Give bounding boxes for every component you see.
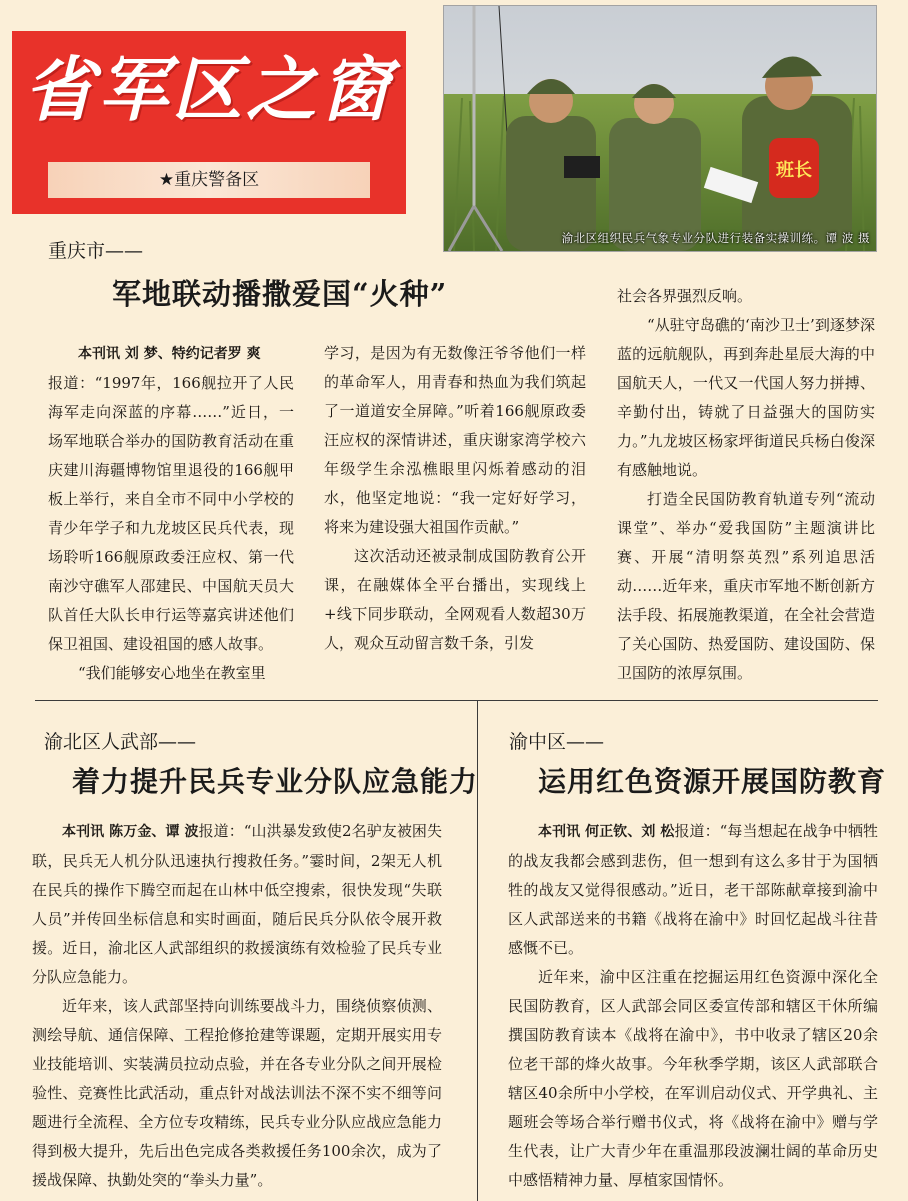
story2-headline: 着力提升民兵专业分队应急能力	[72, 765, 479, 798]
story3-paragraph-2: 近年来，渝中区注重在挖掘运用红色资源中深化全民国防教育，区人武部会同区委宣传部和辖区干休所编撰国防教育读本《战将在渝中》，书中收录了辖区20余位老干部的烽火故事。今年秋季学期，该区人武部联合辖区40余所中小学校，在军训启动仪式、开学典礼、主题班会等场合举行赠书仪式，将《战将在渝中》赠与学生代表，让广大青少年在重温那段波澜壮阔的革命历史中感悟精神力量、厚植家国情怀。	[508, 968, 878, 1189]
story1-col3-paragraph-2: “从驻守岛礁的‘南沙卫士’到逐梦深蓝的远航舰队，再到奔赴星辰大海的中国航天人，一代又一代国人努力拼搏、辛勤付出，铸就了日益强大的国防实力。”九龙坡区杨家坪街道民兵杨白俊深有感触地说。	[617, 316, 875, 479]
story1-col2-paragraph: 学习，是因为有无数像汪爷爷他们一样的革命军人，用青春和热血为我们筑起了一道道安全屏障。”听着166舰原政委汪应权的深情讲述，重庆谢家湾学校六年级学生余泓樵眼里闪烁着感动的泪水，他坚定地说：“我一定好好学习，将来为建设强大祖国作贡献。”	[324, 344, 586, 536]
story3-headline: 运用红色资源开展国防教育	[538, 765, 887, 798]
story1-col3-paragraph: 社会各界强烈反响。	[617, 287, 753, 305]
masthead-title: 省军区之窗	[24, 48, 394, 131]
story1-column-1	[48, 339, 294, 688]
story3-byline: 本刊讯 何正钦、刘 松	[538, 824, 675, 840]
story2-byline: 本刊讯 陈万金、谭 波	[62, 824, 199, 840]
story2-paragraph-2: 近年来，该人武部坚持向训练要战斗力，围绕侦察侦测、测绘导航、通信保障、工程抢修抢建等课题，定期开展实用专业技能培训、实装满员拉动点验，并在各专业分队之间开展检验性、竞赛性比武活动，重点针对战法训法不深不实不细等问题进行全流程、全方位专攻精练，民兵专业分队应战应急能力得到极大提升，先后出色完成各类救援任务100余次，成为了援战保障、执勤处突的“拳头力量”。	[32, 997, 442, 1189]
masthead	[12, 31, 406, 214]
story1-col3-paragraph-3: 打造全民国防教育轨道专列“流动课堂”、举办“爱我国防”主题演讲比赛、开展“清明祭英烈”系列追思活动……近年来，重庆市军地不断创新方法手段、拓展施教渠道，在全社会营造了关心国防、热爱国防、建设国防、保卫国防的浓厚氛围。	[617, 490, 875, 682]
photo-caption: 渝北区组织民兵气象专业分队进行装备实操训练。谭 波 摄	[561, 231, 870, 245]
story2-body	[32, 817, 442, 1195]
news-photo	[443, 5, 877, 252]
story2-paragraph-1: 报道：“山洪暴发致使2名驴友被困失联，民兵无人机分队迅速执行搜救任务。”霎时间，2架无人机在民兵的操作下腾空而起在山林中低空搜索，很快发现“失联人员”并传回坐标信息和实时画面，随后民兵分队依令展开救援。近日，渝北区人武部组织的救援演练有效检验了民兵专业分队应急能力。	[32, 822, 442, 986]
photo-illustration	[444, 6, 876, 251]
story2-kicker: 渝北区人武部——	[44, 731, 197, 753]
masthead-band-label: ★重庆警备区	[48, 162, 370, 198]
story1-column-3	[617, 282, 875, 688]
section-divider	[35, 700, 878, 701]
story1-col2-paragraph-2: 这次活动还被录制成国防教育公开课，在融媒体全平台播出，实现线上+线下同步联动，全网观看人数超30万人，观众互动留言数千条，引发	[324, 547, 586, 652]
armband-text: 班长	[776, 160, 812, 181]
story1-byline: 本刊讯 刘 梦、特约记者罗 爽	[78, 346, 261, 362]
story1-col1-paragraph: 报道：“1997年，166舰拉开了人民海军走向深蓝的序幕……”近日，一场军地联合举办的国防教育活动在重庆建川海疆博物馆里退役的166舰甲板上举行，来自全市不同中小学校的青少年学子和九龙坡区民兵代表，现场聆听166舰原政委汪应权、第一代南沙守礁军人邵建民、中国航天员大队首任大队长申行运等嘉宾讲述他们保卫祖国、建设祖国的感人故事。	[48, 374, 294, 653]
story3-kicker: 渝中区——	[509, 731, 605, 753]
story1-column-2	[324, 339, 586, 658]
story1-col1-paragraph-2: “我们能够安心地坐在教室里	[78, 664, 266, 682]
story1-kicker: 重庆市——	[48, 240, 144, 262]
story3-paragraph-1: 报道：“每当想起在战争中牺牲的战友我都会感到悲伤，但一想到有这么多甘于为国牺牲的战友又觉得很感动。”近日，老干部陈献章接到渝中区人武部送来的书籍《战将在渝中》时回忆起战斗往昔感慨不已。	[508, 822, 879, 957]
story1-headline: 军地联动播撒爱国“火种”	[112, 277, 448, 311]
story3-body	[508, 817, 878, 1195]
